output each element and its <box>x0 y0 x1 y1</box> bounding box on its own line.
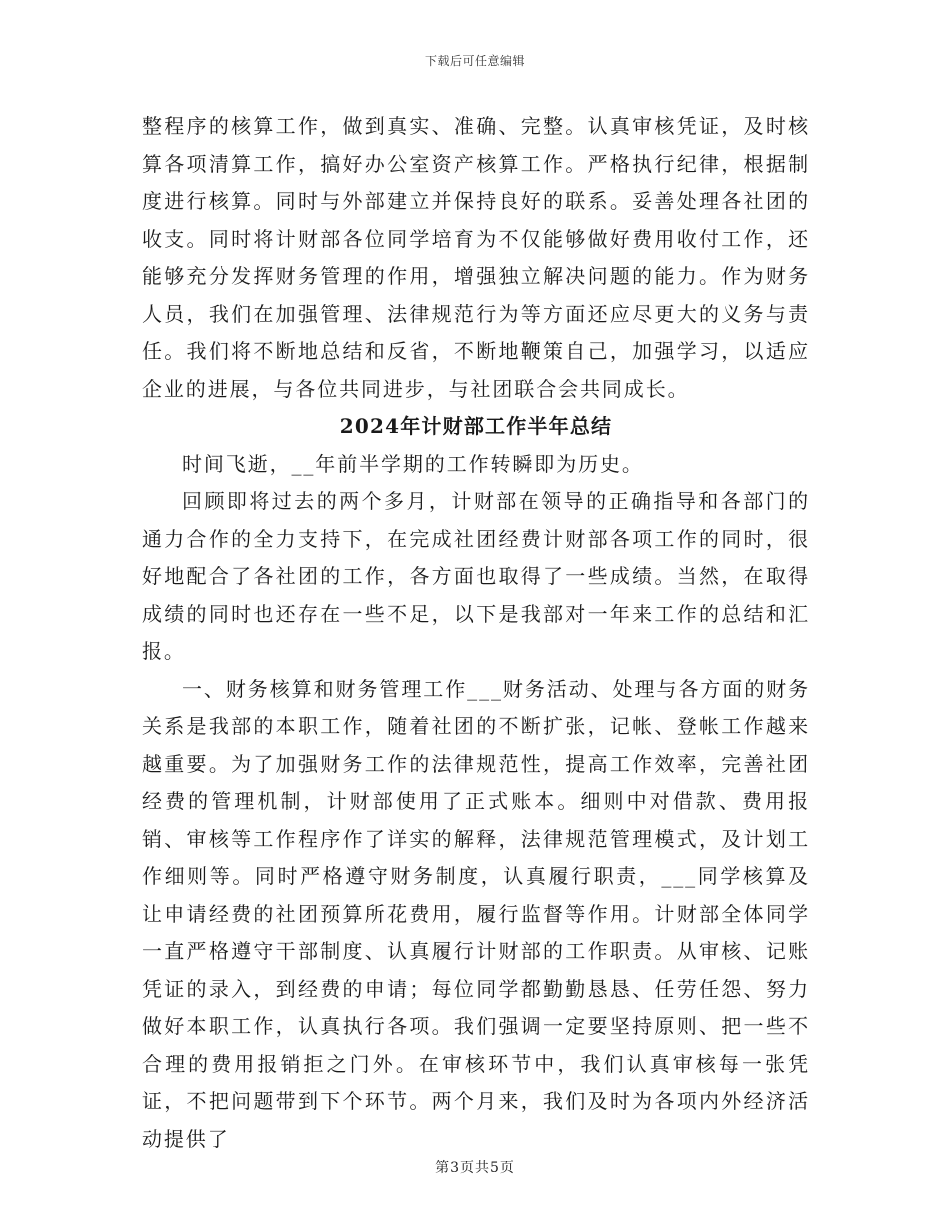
paragraph-opening: 时间飞逝，__年前半学期的工作转瞬即为历史。 <box>182 451 644 476</box>
page-header: 下载后可任意编辑 <box>424 54 525 68</box>
section-title: 2024年计财部工作半年总结 <box>339 414 613 438</box>
continuation-paragraph: 整程序的核算工作，做到真实、准确、完整。认真审核凭证，及时核算各项清算工作，搞好办公室资产核算工作。严格执行纪律，根据制度进行核算。同时与外部建立并保持良好的联系。妥善处理各社团的收支。同时将计财部各位同学培育为不仅能够做好费用收付工作，还能够充分发挥财务管理的作用，增强独立解决问题的能力。作为财务人员，我们在加强管理、法律规范行为等方面还应尽更大的义务与责任。我们将不断地总结和反省，不断地鞭策自己，加强学习，以适应企业的进展，与各位共同进步，与社团联合会共同成长。 <box>142 114 810 401</box>
page-number-footer: 第3页共5页 <box>435 1160 515 1176</box>
document-body <box>142 108 810 1158</box>
paragraph-review: 回顾即将过去的两个多月，计财部在领导的正确指导和各部门的通力合作的全力支持下，在完成社团经费计财部各项工作的同时，很好地配合了各社团的工作，各方面也取得了一些成绩。当然，在取得成绩的同时也还存在一些不足，以下是我部对一年来工作的总结和汇报。 <box>142 489 810 663</box>
paragraph-financial-accounting: 一、财务核算和财务管理工作___财务活动、处理与各方面的财务关系是我部的本职工作，随着社团的不断扩张，记帐、登帐工作越来越重要。为了加强财务工作的法律规范性，提高工作效率，完善社团经费的管理机制，计财部使用了正式账本。细则中对借款、费用报销、审核等工作程序作了详实的解释，法律规范管理模式，及计划工作细则等。同时严格遵守财务制度，认真履行职责，___同学核算及让申请经费的社团预算所花费用，履行监督等作用。计财部全体同学一直严格遵守干部制度、认真履行计财部的工作职责。从审核、记账凭证的录入，到经费的申请；每位同学都勤勤恳恳、任劳任怨、努力做好本职工作，认真执行各项。我们强调一定要坚持原则、把一些不合理的费用报销拒之门外。在审核环节中，我们认真审核每一张凭证，不把问题带到下个环节。两个月来，我们及时为各项内外经济活动提供了 <box>142 676 810 1151</box>
